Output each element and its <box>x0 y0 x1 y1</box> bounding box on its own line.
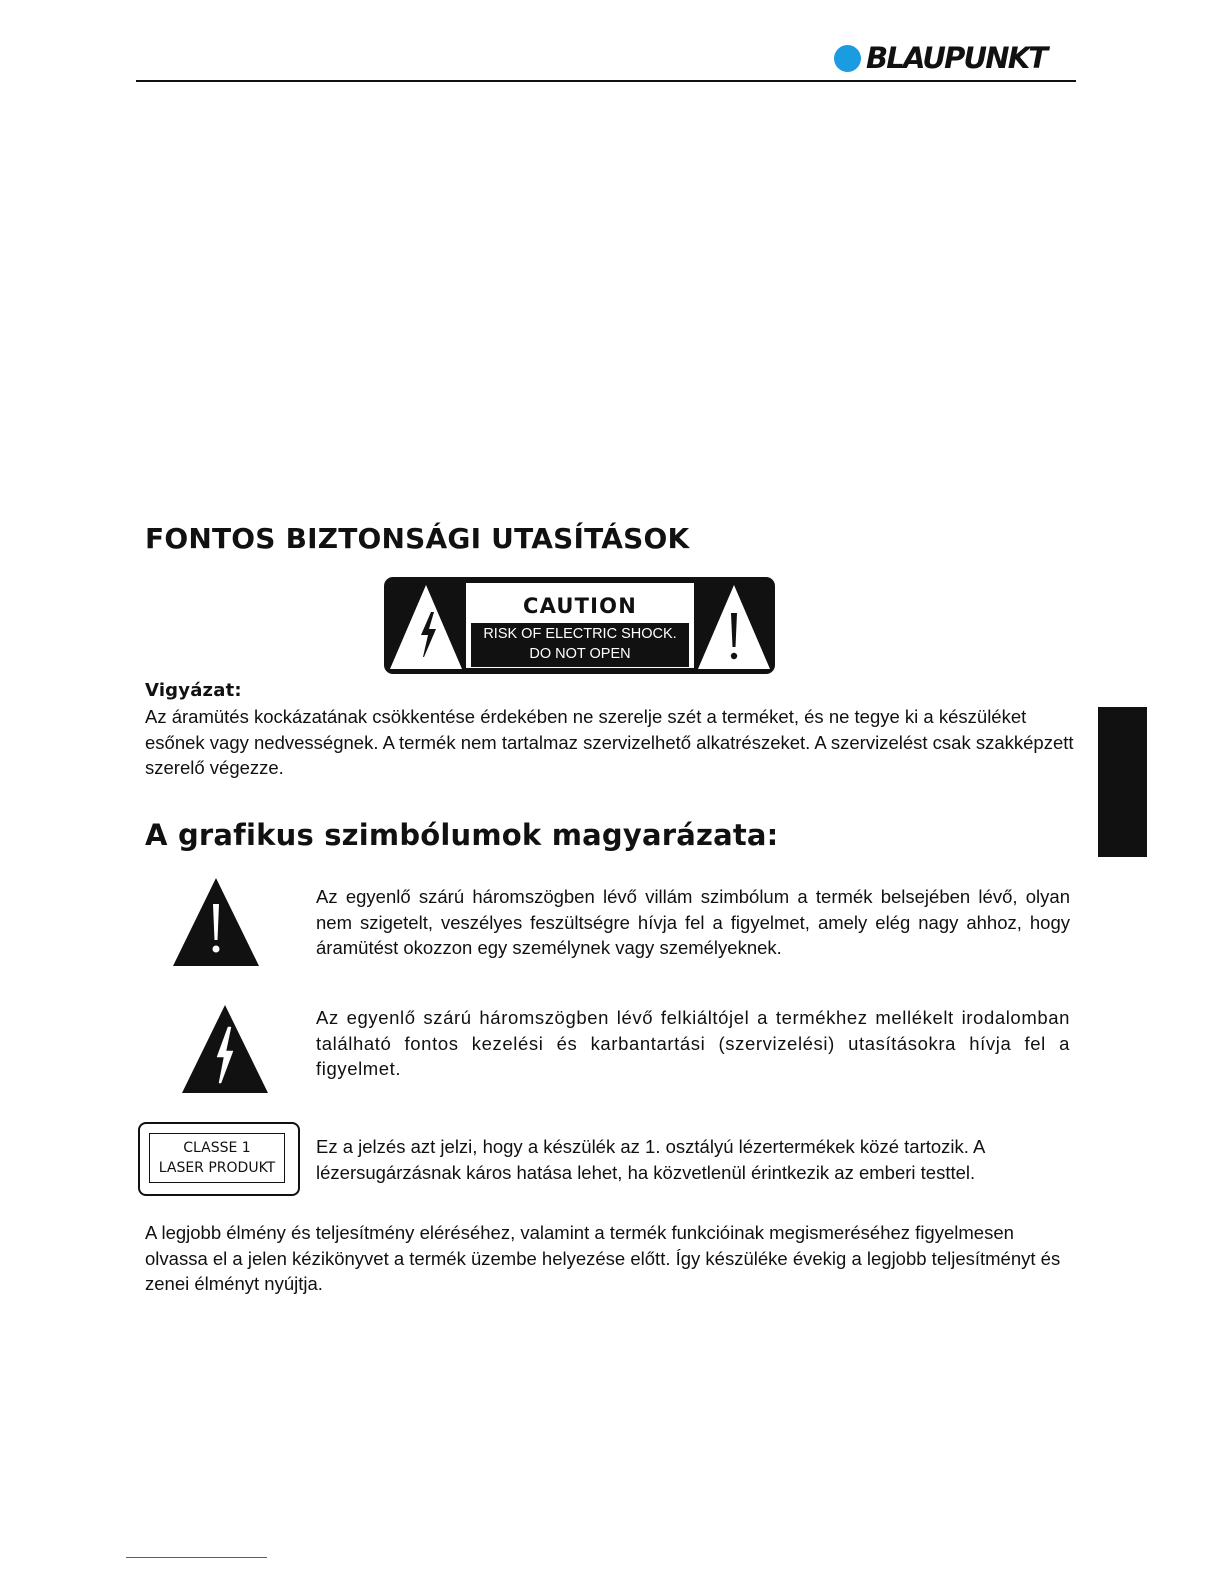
warning-heading: Vigyázat: <box>145 680 242 701</box>
footer-link-underline <box>126 1557 267 1558</box>
language-section-tab <box>1098 707 1147 857</box>
laser-description: Ez a jelzés azt jelzi, hogy a készülék az 1. osztályú lézertermékek közé tartozik. A lézersugárzásnak káros hatása lehet, ha közvetlenül érintkezik az emberi testtel. <box>316 1136 985 1183</box>
caution-label <box>384 577 775 674</box>
safety-title: FONTOS BIZTONSÁGI UTASÍTÁSOK <box>145 522 690 555</box>
header-divider <box>136 80 1076 82</box>
laser-class-label <box>138 1122 300 1196</box>
symbol-2-description: Az egyenlő szárú háromszögben lévő felkiáltójel a termékhez mellékelt irodalomban található fontos kezelési és karbantartási (szervizelési) utasításokra hívja fel a figyelmet. <box>316 1007 1070 1079</box>
caution-subtext <box>471 623 689 667</box>
caution-line-2: DO NOT OPEN <box>529 646 631 662</box>
caution-line-1: RISK OF ELECTRIC SHOCK. <box>483 626 677 642</box>
warning-text: Az áramütés kockázatának csökkentése érdekében ne szerelje szét a terméket, és ne tegye ki a készüléket esőnek vagy nedvességnek. A termék nem tartalmaz szervizelhető alkatrészeket. A szervizelést csak szakképzett szerelő végezze. <box>145 706 1074 778</box>
laser-label-line-2: LASER PRODUKT <box>158 1160 276 1176</box>
exclamation-warning-icon <box>696 577 772 674</box>
laser-class-label-inner <box>149 1133 285 1183</box>
caution-heading: CAUTION <box>522 594 638 618</box>
lightning-warning-icon <box>388 577 464 674</box>
exclamation-triangle-icon <box>171 878 261 968</box>
caution-text-panel <box>466 583 694 668</box>
brand-logo <box>834 42 1046 74</box>
closing-paragraph: A legjobb élmény és teljesítmény eléréséhez, valamint a termék funkcióinak megismeréséhez figyelmesen olvassa el a jelen kézikönyvet a termék üzembe helyezése előtt. Így készüléke évekig a legjobb teljesítményt és zenei élményt nyújtja. <box>145 1222 1061 1294</box>
brand-name: BLAUPUNKT <box>866 41 1047 75</box>
lightning-triangle-icon <box>180 1005 270 1095</box>
symbols-title: A grafikus szimbólumok magyarázata: <box>145 818 779 852</box>
laser-label-line-1: CLASSE 1 <box>183 1140 251 1156</box>
symbol-1-description: Az egyenlő szárú háromszögben lévő villám szimbólum a termék belsejében lévő, olyan nem szigetelt, veszélyes feszültségre hívja fel a figyelmet, amely elég nagy ahhoz, hogy áramütést okozzon egy személynek vagy személyeknek. <box>316 886 1070 958</box>
brand-logo-dot-icon <box>834 45 861 72</box>
